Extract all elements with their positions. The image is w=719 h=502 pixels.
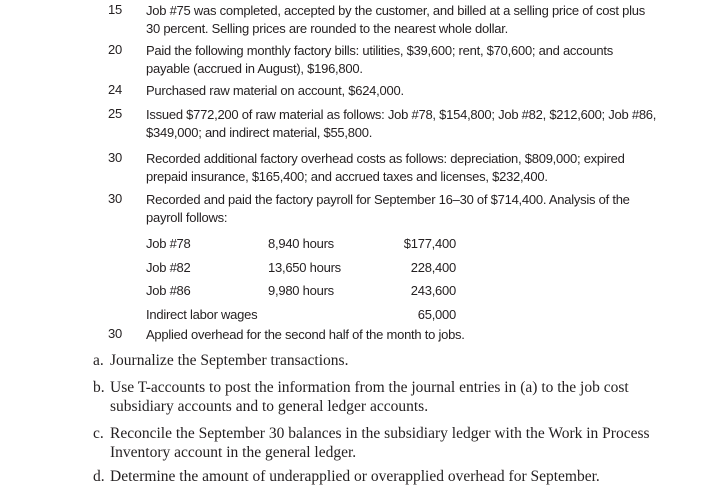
payroll-amount: 243,600 — [410, 283, 456, 298]
transaction-date: 24 — [108, 82, 122, 97]
question-label: d. — [93, 468, 105, 485]
transaction-text: Purchased raw material on account, $624,000. — [146, 83, 404, 98]
payroll-row — [146, 307, 456, 325]
question-label: b. — [93, 379, 105, 396]
payroll-row — [146, 283, 456, 301]
payroll-amount: 228,400 — [410, 260, 456, 275]
question-item — [93, 424, 668, 462]
transaction-text: Recorded additional factory overhead costs as follows: depreciation, $809,000; expired prepaid insurance, $165,400; and accrued taxes and licenses, $232,400. — [146, 151, 625, 184]
payroll-hours: 8,940 hours — [268, 236, 334, 251]
transaction-date: 20 — [108, 42, 122, 57]
question-text: Determine the amount of underapplied or overapplied overhead for September. — [110, 468, 600, 485]
transaction-text: Job #75 was completed, accepted by the customer, and billed at a selling price of cost plus 30 percent. Selling prices are rounded to the nearest whole dollar. — [146, 3, 645, 36]
transaction-date: 30 — [108, 150, 122, 165]
payroll-row — [146, 236, 456, 254]
payroll-job: Job #86 — [146, 283, 191, 298]
payroll-job: Indirect labor wages — [146, 307, 258, 322]
question-text: Use T-accounts to post the information from the journal entries in (a) to the job cost subsidiary accounts and to general ledger accounts. — [110, 379, 629, 415]
payroll-hours: 9,980 hours — [268, 283, 334, 298]
question-label: a. — [93, 352, 104, 369]
payroll-amount: 65,000 — [417, 307, 456, 322]
transaction-text: Paid the following monthly factory bills: utilities, $39,600; rent, $70,600; and accounts payable (accrued in August), $196,800. — [146, 43, 613, 76]
transaction-date: 30 — [108, 191, 122, 206]
transaction-text: Applied overhead for the second half of the month to jobs. — [146, 327, 465, 342]
transaction-date: 25 — [108, 106, 122, 121]
payroll-amount: $177,400 — [403, 236, 456, 251]
question-label: c. — [93, 425, 104, 442]
question-item — [93, 467, 668, 486]
payroll-row — [146, 260, 456, 278]
transaction-date: 15 — [108, 2, 122, 17]
transaction-date: 30 — [108, 326, 122, 341]
payroll-job: Job #78 — [146, 236, 191, 251]
question-text: Journalize the September transactions. — [110, 352, 349, 369]
payroll-job: Job #82 — [146, 260, 191, 275]
transaction-text: Recorded and paid the factory payroll for September 16–30 of $714,400. Analysis of the payroll follows: — [146, 192, 630, 225]
transaction-text: Issued $772,200 of raw material as follows: Job #78, $154,800; Job #82, $212,600; Job #86, $349,000; and indirect material, $55,800. — [146, 107, 657, 140]
payroll-hours: 13,650 hours — [268, 260, 341, 275]
question-item — [93, 378, 668, 416]
question-text: Reconcile the September 30 balances in the subsidiary ledger with the Work in Process Inventory account in the general ledger. — [110, 425, 650, 461]
question-item — [93, 351, 668, 370]
